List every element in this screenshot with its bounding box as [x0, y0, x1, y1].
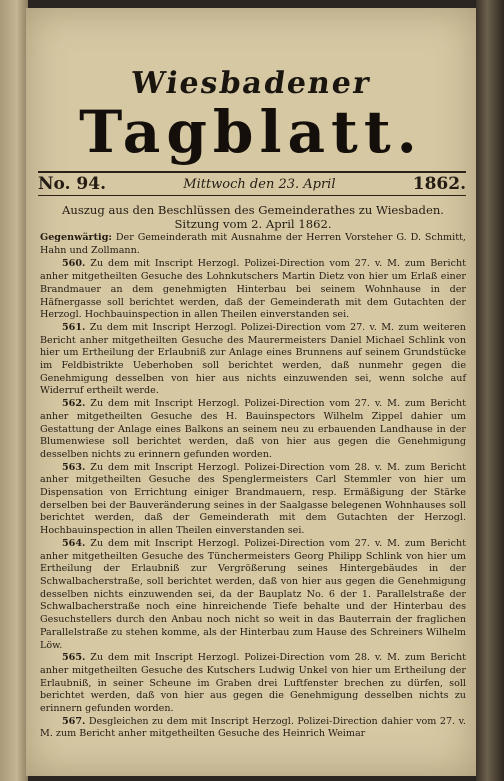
masthead	[26, 8, 476, 180]
paragraph-text: Desgleichen zu dem mit Inscript Herzogl. Polizei-Direction dahier vom 27. v. M. zum Bericht anher mitgetheilten Gesuche des Heinrich Weimar	[40, 715, 466, 740]
paragraph	[40, 716, 466, 741]
paragraph-text: Zu dem mit Inscript Herzogl. Polizei-Direction vom 27. v. M. zum Bericht anher mitgetheilten Gesuche des H. Bauinspectors Wilhelm Zippel dahier um Gestattung der Anlage eines Balkons an seinem neu zu erbauenden Landhause in der Blumenwiese soll berichtet werden, daß von hier aus gegen die Genehmigung desselben nichts zu erinnern gefunden worden.	[40, 398, 466, 460]
issue-bar	[38, 171, 466, 196]
issue-year: 1862.	[412, 174, 466, 194]
issue-date: Mittwoch den 23. April	[183, 176, 336, 192]
article	[40, 203, 466, 741]
paragraph	[40, 652, 466, 716]
article-paragraphs	[40, 258, 466, 741]
paragraph-number: 564.	[62, 537, 86, 549]
masthead-title-small: Wiesbadener	[128, 66, 374, 101]
newspaper-page	[26, 8, 476, 776]
paragraph-text: Zu dem mit Inscript Herzogl. Polizei-Direction vom 27. v. M. zum Bericht anher mitgetheilten Gesuche des Tünchermeisters Georg Philipp Schlink von hier um Ertheilung der Erlaubniß zur Vergrößerung seines Hintergebäudes in der Schwalbacherstraße, soll berichtet werden, daß von hier aus gegen die Genehmigung desselben nichts einzuwenden sei, da der Bauplatz No. 6 der 1. Parallelstraße der Schwalbacherstraße noch eine hinreichende Tiefe behalte und der Hinterbau des Gesuchstellers durch den Anbau noch nicht so weit in das Bauterrain der fraglichen Parallelstraße zu stehen komme, als der Hinterbau zum Hause des Schreiners Wilhelm Löw.	[40, 537, 466, 651]
article-headline: Auszug aus den Beschlüssen des Gemeinderathes zu Wiesbaden. Sitzung vom 2. April 1862.	[62, 203, 444, 231]
paragraph-number: 561.	[62, 321, 86, 333]
paragraph-number: 567.	[62, 715, 86, 727]
right-page-edge	[476, 0, 504, 781]
paragraph-number: 563.	[62, 461, 86, 473]
paragraph-text: Zu dem mit Inscript Herzogl. Polizei-Direction vom 28. v. M. zum Bericht anher mitgetheilten Gesuche des Kutschers Ludwig Unkel von hier um Ertheilung der Erlaubniß, in seiner Scheune im Graben drei Luftfenster brechen zu dürfen, soll berichtet werden, daß von hier aus gegen die Genehmigung desselben nichts zu erinnern gefunden worden.	[40, 652, 466, 715]
left-page-edge	[0, 0, 28, 781]
paragraph-number: 560.	[62, 258, 86, 270]
presence-label: Gegenwärtig:	[40, 232, 112, 243]
paragraph	[40, 538, 466, 652]
paragraph	[40, 462, 466, 538]
presence-text: Der Gemeinderath mit Ausnahme der Herren Vorsteher G. D. Schmitt, Hahn und Zollmann.	[40, 232, 466, 256]
issue-number: No. 94.	[38, 174, 106, 194]
paragraph	[40, 322, 466, 398]
paragraph	[40, 398, 466, 462]
masthead-title: Tagblatt.	[79, 98, 423, 166]
paragraph-text: Zu dem mit Inscript Herzogl. Polizei-Direction vom 27. v. M. zum Bericht anher mitgetheilten Gesuche des Lohnkutschers Martin Dietz von hier um Erlaß einer Brandmauer an dem genehmigten Hinterbau bei seinem Wohnhause in der Häfnergasse soll berichtet werden, daß der Gemeinderath mit dem Gutachten der Herzogl. Hochbauinspection in allen Theilen einverstanden sei.	[40, 258, 466, 321]
presence-line	[40, 232, 466, 257]
paragraph-number: 562.	[62, 398, 86, 410]
paragraph-number: 565.	[62, 652, 86, 664]
paragraph-text: Zu dem mit Inscript Herzogl. Polizei-Direction vom 27. v. M. zum weiteren Bericht anher mitgetheilten Gesuche des Maurermeisters Daniel Michael Schlink von hier um Ertheilung der Erlaubniß zur Anlage eines Brunnens auf seinem Grundstücke im Feldbistrikte Ueberhoben soll berichtet werden, daß nunmehr gegen die Genehmigung desselben von hier aus nichts einzuwenden sei, wenn solche auf Widerruf ertheilt werde.	[40, 321, 466, 397]
paragraph-text: Zu dem mit Inscript Herzogl. Polizei-Direction vom 28. v. M. zum Bericht anher mitgetheilten Gesuche des Spenglermeisters Carl Stemmler von hier um Dispensation von Errichtung einiger Brandmauern, resp. Ermäßigung der Stärke derselben bei der Bauveränderung seines in der Saalgasse belegenen Wohnhauses soll berichtet werden, daß der Gemeinderath mit dem Gutachten der Herzogl. Hochbauinspection in allen Theilen einverstanden sei.	[40, 461, 466, 537]
paragraph	[40, 258, 466, 322]
